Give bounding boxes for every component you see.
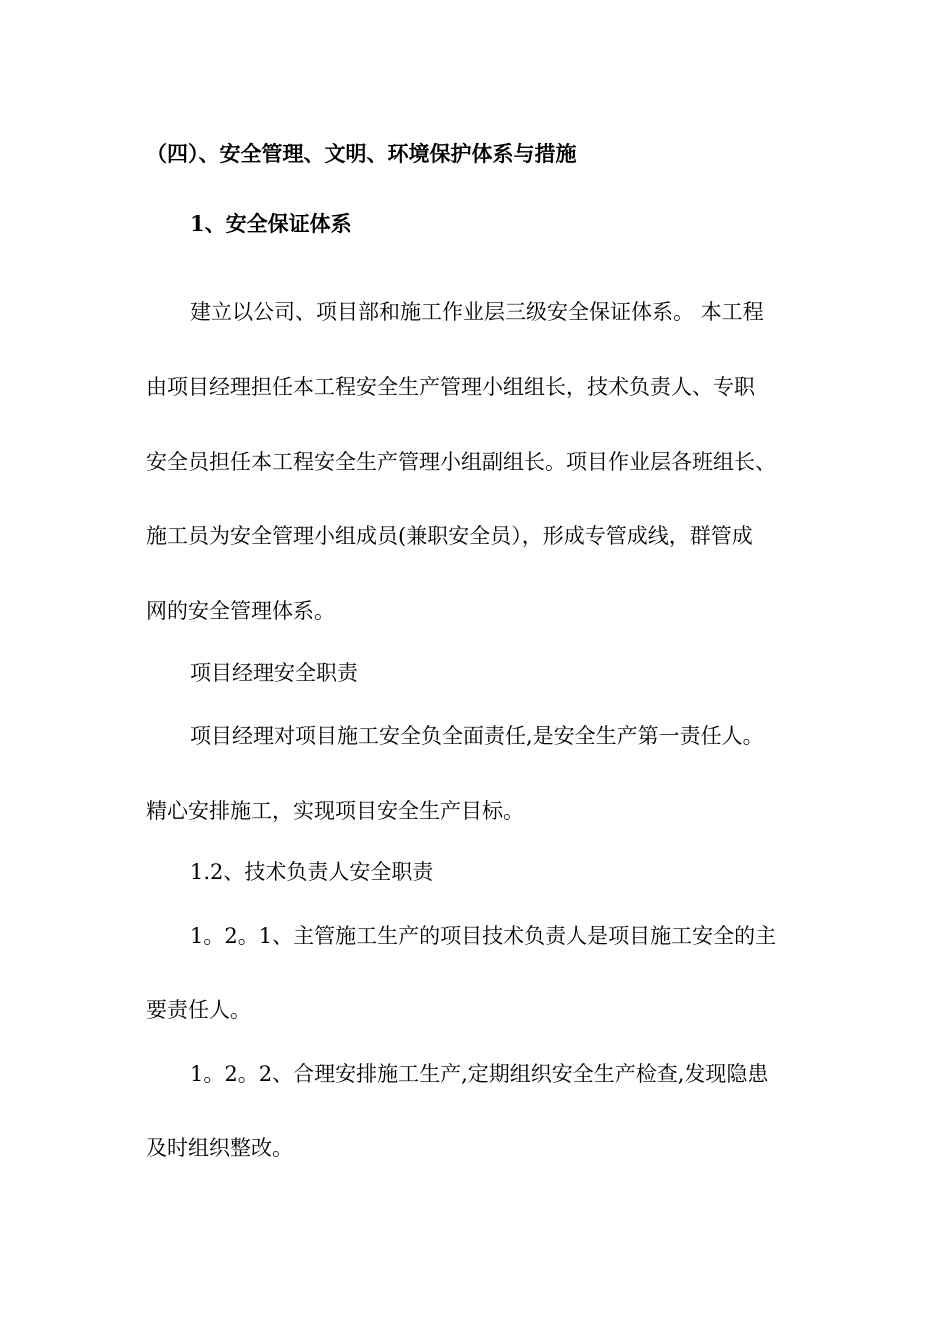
paragraph-line: 建立以公司、项目部和施工作业层三级安全保证体系。 本工程 — [190, 300, 764, 324]
subsection-heading: 1、安全保证体系 — [190, 211, 352, 236]
paragraph-line: 网的安全管理体系。 — [146, 599, 335, 623]
paragraph-line: 及时组织整改。 — [146, 1136, 293, 1160]
section-label-pm: 项目经理安全职责 — [190, 661, 358, 685]
paragraph-line: 精心安排施工，实现项目安全生产目标。 — [146, 799, 524, 823]
paragraph-line: 安全员担任本工程安全生产管理小组副组长。项目作业层各班组长、 — [146, 450, 776, 474]
paragraph-line: 1。2。2、合理安排施工生产,定期组织安全生产检查,发现隐患 — [190, 1062, 769, 1086]
paragraph-line: 要责任人。 — [146, 998, 251, 1022]
paragraph-line: 由项目经理担任本工程安全生产管理小组组长，技术负责人、专职 — [146, 375, 755, 399]
section-label-tech: 1.2、技术负责人安全职责 — [190, 860, 434, 884]
paragraph-line: 1。2。1、主管施工生产的项目技术负责人是项目施工安全的主 — [190, 924, 777, 948]
section-heading: （四）、安全管理、文明、环境保护体系与措施 — [146, 141, 577, 166]
paragraph-line: 施工员为安全管理小组成员(兼职安全员），形成专管成线，群管成 — [146, 524, 753, 548]
paragraph-line: 项目经理对项目施工安全负全面责任,是安全生产第一责任人。 — [190, 724, 764, 748]
